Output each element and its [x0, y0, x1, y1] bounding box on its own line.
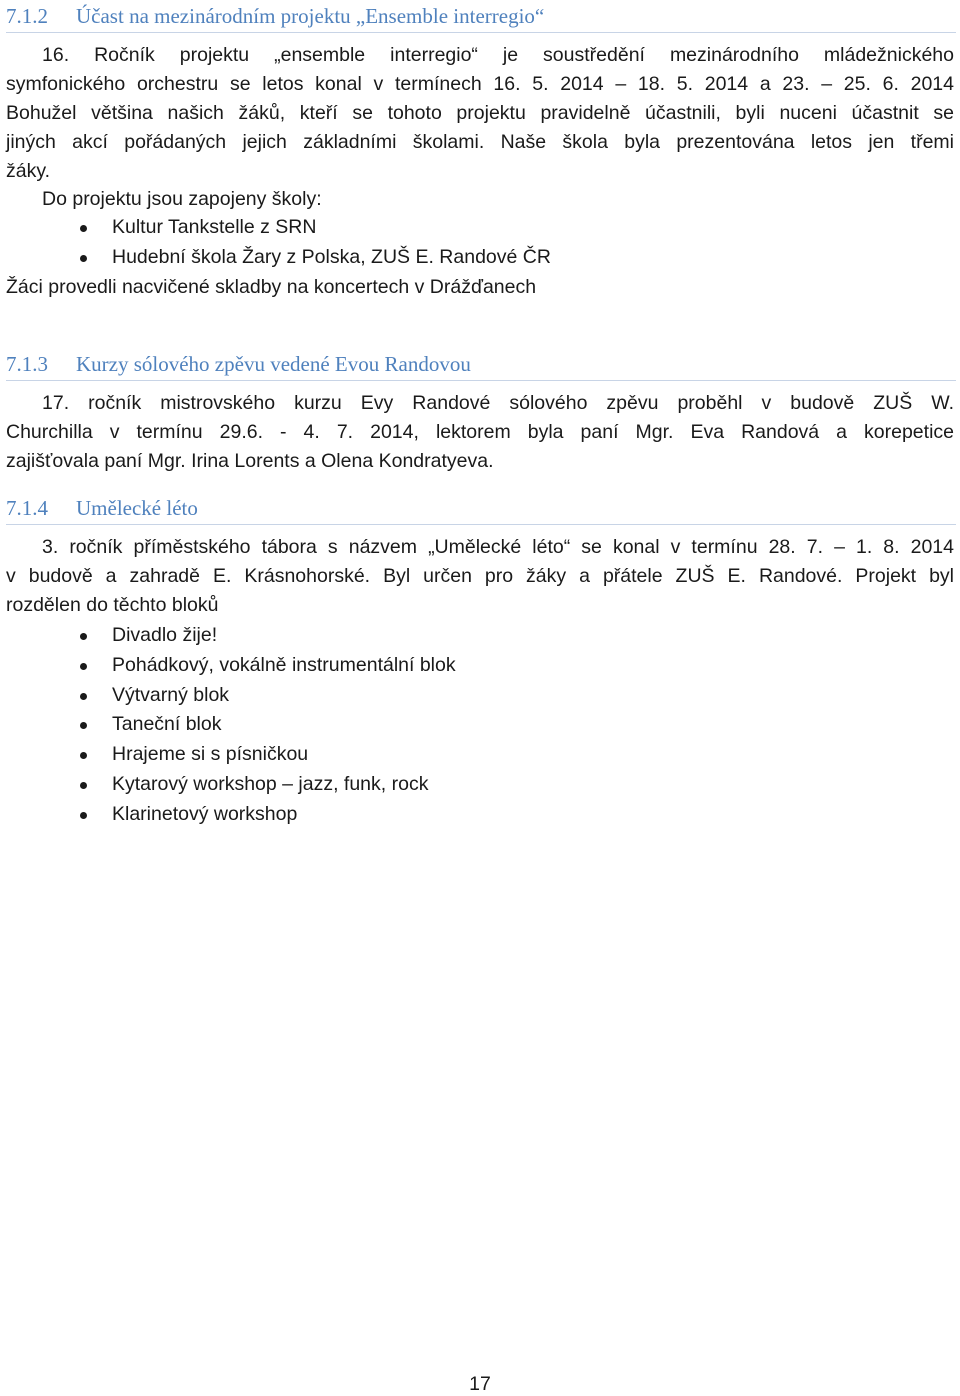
section-heading-7-1-4 — [6, 494, 956, 525]
paragraph-line: zajišťovala paní Mgr. Irina Lorents a Olena Kondratyeva. — [6, 450, 494, 472]
paragraph-line: 16. Ročník projektu „ensemble interregio“ je soustředění mezinárodního mládežnického — [42, 44, 954, 66]
intro-text: Do projektu jsou zapojeny školy: — [42, 188, 322, 210]
schools-intro — [6, 185, 954, 214]
bullet-icon — [80, 752, 87, 759]
paragraph-line: v budově a zahradě E. Krásnohorské. Byl určen pro žáky a přátele ZUŠ E. Randové. Projekt byl — [6, 565, 954, 587]
section-title: Umělecké léto — [76, 496, 198, 520]
bullet-icon — [80, 255, 87, 262]
page-number: 17 — [469, 1373, 491, 1395]
list-item — [0, 740, 940, 770]
section-heading-7-1-2 — [6, 2, 956, 33]
section-title: Kurzy sólového zpěvu vedené Evou Randovou — [76, 352, 471, 376]
paragraph-leto — [6, 533, 954, 620]
list-item — [0, 651, 940, 681]
paragraph-kurzy — [6, 389, 954, 476]
section-number: 7.1.3 — [6, 352, 48, 376]
list-item — [0, 621, 940, 651]
paragraph-line: Churchilla v termínu 29.6. - 4. 7. 2014, lektorem byla paní Mgr. Eva Randová a korepetice — [6, 421, 954, 443]
concerts-note — [6, 273, 954, 302]
paragraph-ensemble — [6, 41, 954, 186]
bullet-icon — [80, 812, 87, 819]
bullet-icon — [80, 633, 87, 640]
bullet-icon — [80, 722, 87, 729]
list-item-text: Divadlo žije! — [112, 624, 218, 646]
blocks-list — [0, 621, 940, 830]
list-item — [0, 710, 940, 740]
closing-text: Žáci provedli nacvičené skladby na koncertech v Drážďanech — [6, 276, 537, 298]
paragraph-line: symfonického orchestru se letos konal v termínech 16. 5. 2014 – 18. 5. 2014 a 23. – 25. 6. 2014 — [6, 73, 954, 95]
bullet-icon — [80, 782, 87, 789]
list-item — [0, 800, 940, 830]
list-item-text: Výtvarný blok — [112, 683, 230, 706]
list-item — [0, 213, 940, 243]
paragraph-line: Bohužel většina našich žáků, kteří se tohoto projektu pravidelně účastnili, byli nuceni účastnit se — [6, 102, 954, 124]
paragraph-line: 17. ročník mistrovského kurzu Evy Randové sólového zpěvu proběhl v budově ZUŠ W. — [42, 392, 954, 414]
paragraph-line: 3. ročník příměstského tábora s názvem „Umělecké léto“ se konal v termínu 28. 7. – 1. 8. 2014 — [42, 536, 954, 558]
list-item-text: Kytarový workshop – jazz, funk, rock — [112, 772, 429, 795]
schools-list — [0, 213, 940, 273]
list-item-text: Hudební škola Žary z Polska, ZUŠ E. Randové ČR — [112, 245, 551, 268]
list-item — [0, 770, 940, 800]
list-item-text: Pohádkový, vokálně instrumentální blok — [112, 653, 456, 676]
bullet-icon — [80, 225, 87, 232]
paragraph-line: jiných akcí pořádaných jejich základními školami. Naše škola byla prezentována letos jen třemi — [6, 131, 954, 153]
section-number: 7.1.4 — [6, 496, 48, 520]
section-number: 7.1.2 — [6, 4, 48, 28]
bullet-icon — [80, 663, 87, 670]
paragraph-line: žáky. — [6, 160, 51, 182]
bullet-icon — [80, 693, 87, 700]
list-item — [0, 243, 940, 273]
list-item-text: Kultur Tankstelle z SRN — [112, 216, 317, 238]
paragraph-line: rozdělen do těchto bloků — [6, 594, 219, 616]
section-heading-7-1-3 — [6, 350, 956, 381]
list-item-text: Hrajeme si s písničkou — [112, 743, 309, 766]
section-title: Účast na mezinárodním projektu „Ensemble interregio“ — [76, 4, 545, 28]
list-item-text: Taneční blok — [112, 713, 222, 736]
list-item — [0, 681, 940, 711]
list-item-text: Klarinetový workshop — [112, 802, 298, 825]
